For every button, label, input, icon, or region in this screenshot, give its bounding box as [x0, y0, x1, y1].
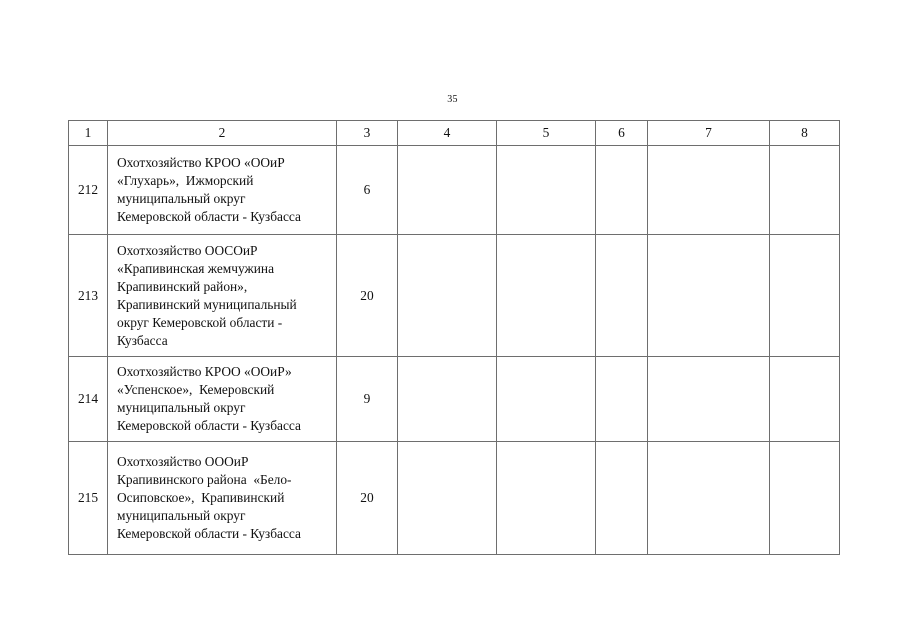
name-line: Осиповское», Крапивинский	[117, 490, 285, 505]
hunting-ground-name-cell	[108, 235, 337, 357]
column-3-value-cell: 9	[337, 357, 398, 442]
column-header-8: 8	[770, 121, 840, 146]
column-header-6: 6	[596, 121, 648, 146]
column-header-7: 7	[648, 121, 770, 146]
name-line: Кемеровской области - Кузбасса	[117, 209, 301, 224]
hunting-ground-name-cell	[108, 146, 337, 235]
column-8-cell	[770, 357, 840, 442]
page-number: 35	[447, 94, 458, 105]
hunting-grounds-table	[68, 120, 840, 555]
hunting-ground-name-cell	[108, 357, 337, 442]
column-7-cell	[648, 235, 770, 357]
name-line: «Глухарь», Ижморский	[117, 173, 254, 188]
table-row	[69, 146, 840, 235]
name-line: округ Кемеровской области -	[117, 314, 283, 330]
column-6-cell	[596, 235, 648, 357]
name-line: Крапивинский муниципальный	[117, 296, 297, 312]
name-line: Кемеровской области - Кузбасса	[117, 526, 301, 541]
row-number-cell: 213	[69, 235, 108, 357]
column-5-cell	[497, 442, 596, 555]
column-5-cell	[497, 146, 596, 235]
name-line: «Успенское», Кемеровский	[117, 382, 275, 397]
column-3-value-cell: 20	[337, 235, 398, 357]
column-8-cell	[770, 235, 840, 357]
name-line: Кузбасса	[117, 332, 168, 348]
row-number-cell: 214	[69, 357, 108, 442]
column-5-cell	[497, 235, 596, 357]
column-3-value-cell: 6	[337, 146, 398, 235]
name-line: Охотхозяйство ОООиР	[117, 454, 249, 469]
column-header-5: 5	[497, 121, 596, 146]
name-line: Охотхозяйство КРОО «ООиР	[117, 155, 285, 170]
name-line: муниципальный округ	[117, 400, 246, 415]
column-7-cell	[648, 442, 770, 555]
hunting-ground-name-cell	[108, 442, 337, 555]
column-4-cell	[398, 235, 497, 357]
name-line: Крапивинского района «Бело-	[117, 472, 292, 487]
row-number-cell: 215	[69, 442, 108, 555]
column-7-cell	[648, 357, 770, 442]
column-5-cell	[497, 357, 596, 442]
column-6-cell	[596, 357, 648, 442]
column-4-cell	[398, 146, 497, 235]
table-row	[69, 357, 840, 442]
column-header-2: 2	[108, 121, 337, 146]
table-header-row	[69, 121, 840, 146]
column-3-value-cell: 20	[337, 442, 398, 555]
column-4-cell	[398, 442, 497, 555]
column-header-3: 3	[337, 121, 398, 146]
name-line: Охотхозяйство КРОО «ООиР»	[117, 364, 292, 379]
table-row	[69, 235, 840, 357]
name-line: Крапивинский район»,	[117, 278, 248, 294]
column-6-cell	[596, 442, 648, 555]
name-line: муниципальный округ	[117, 191, 246, 206]
column-header-4: 4	[398, 121, 497, 146]
column-8-cell	[770, 442, 840, 555]
name-line: муниципальный округ	[117, 508, 246, 523]
name-line: Охотхозяйство ООСОиР	[117, 242, 258, 258]
column-header-1: 1	[69, 121, 108, 146]
column-4-cell	[398, 357, 497, 442]
column-6-cell	[596, 146, 648, 235]
column-8-cell	[770, 146, 840, 235]
table-row	[69, 442, 840, 555]
row-number-cell: 212	[69, 146, 108, 235]
name-line: Кемеровской области - Кузбасса	[117, 418, 301, 433]
column-7-cell	[648, 146, 770, 235]
name-line: «Крапивинская жемчужина	[117, 260, 275, 276]
